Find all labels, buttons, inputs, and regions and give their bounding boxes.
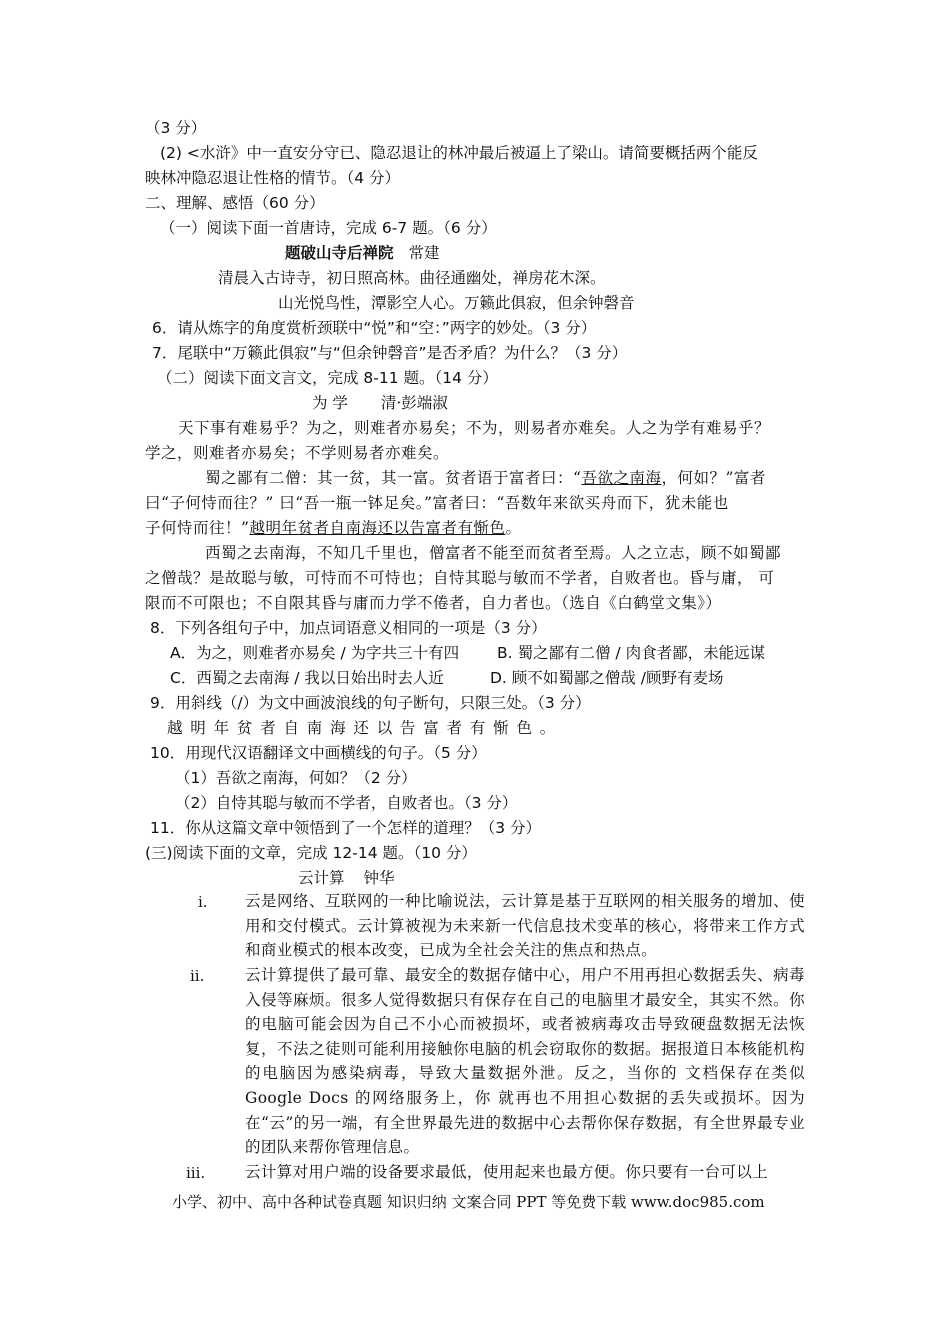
footer-note: 小学、初中、高中各种试卷真题 知识归纳 文案合同 PPT 等免费下载 www.doc985.com — [172, 1193, 765, 1211]
article-paragraph-number: iii. — [186, 1164, 206, 1182]
article-paragraph: 云计算对用户端的设备要求最低，使用起来也最方便。你只要有一台可以上 — [245, 1163, 769, 1181]
question-10-part-1: （1）吾欲之南海，何如？（2 分） — [175, 769, 417, 787]
paragraph-1-line-1: 天下事有难易乎？为之，则难者亦易矣；不为，则易者亦难矣。人之为学有难易乎？ — [178, 419, 771, 437]
option-d: D. 顾不如蜀鄙之僧哉 /顾野有麦场 — [490, 669, 724, 687]
question-10-part-2: （2）自恃其聪与敏而不学者，自败者也。（3 分） — [175, 794, 518, 812]
score-line: （3 分） — [145, 119, 207, 137]
question-2-line-2: 映林冲隐忍退让性格的情节。（4 分） — [145, 169, 401, 187]
option-b: B. 蜀之鄙有二僧 / 肉食者鄙，未能远谋 — [497, 644, 766, 662]
underlined-wavy-sentence: 越明年贫者自南海还以告富者有惭色 — [249, 519, 506, 537]
poem-line-1: 清晨入古诗寺，初日照高林。曲径通幽处，禅房花木深。 — [218, 269, 606, 287]
paragraph-2-text: ，何如？”富者 — [661, 469, 766, 487]
poem-line-2: 山光悦鸟性，潭影空人心。万籁此俱寂，但余钟磬音 — [278, 294, 635, 312]
underlined-sentence-1: 吾欲之南海 — [581, 469, 662, 487]
section-heading: 二、理解、感悟（60 分） — [145, 194, 325, 212]
paragraph-2-line-3 — [145, 518, 521, 538]
question-9-sentence: 越明年贫者自南海还以告富者有惭色。 — [167, 719, 564, 737]
question-6: 6．请从炼字的角度赏析颈联中“悦”和“空：”两字的妙处。（3 分） — [152, 319, 597, 337]
article-paragraph: 云计算提供了最可靠、最安全的数据存储中心，用户不用再担心数据丢失、病毒入侵等麻烦。很多人觉得数据只有保存在自己的电脑里才最安全，其实不然。你的电脑可能会因为自己不小心而被损坏，或者被病毒攻击导致硬盘数据无法恢复，不法之徒则可能利用接触你电脑的机会窃取你的数据。据报道日本核能机构的电脑因为感染病毒，导致大量数据外泄。反之，当你的 文档保存在类似Google Docs 的网络服务上，你 就再也不用担心数据的丢失或损坏。因为在“云”的另一端，有全世界最先进的数据中心去帮你保存数据，有全世界最专业的团队来帮你管理信息。 — [245, 966, 805, 1157]
essay-title: 为 学 — [312, 394, 348, 412]
question-11: 11．你从这篇文章中领悟到了一个怎样的道理？（3 分） — [150, 819, 542, 837]
article-paragraph: 云是网络、互联网的一种比喻说法，云计算是基于互联网的相关服务的增加、使用和交付模式。云计算被视为未来新一代信息技术变革的核心，将带来工作方式和商业模式的根本改变，已成为全社会关注的焦点和热点。 — [245, 892, 805, 960]
paragraph-2-text: 蜀之鄙有二僧：其一贫，其一富。贫者语于富者曰：“ — [205, 469, 582, 487]
question-9: 9．用斜线（/）为文中画波浪线的句子断句，只限三处。（3 分） — [150, 694, 591, 712]
question-10: 10．用现代汉语翻译文中画横线的句子。（5 分） — [150, 744, 487, 762]
poem-title: 题破山寺后禅院 — [285, 244, 394, 262]
poem-author: 常建 — [408, 244, 440, 262]
part-1-intro: （一）阅读下面一首唐诗，完成 6-7 题。（6 分） — [160, 219, 497, 237]
question-7: 7．尾联中“万籁此俱寂”与“但余钟磬音”是否矛盾？为什么？（3 分） — [152, 344, 628, 362]
essay-title-line — [312, 393, 448, 413]
article-author: 钟华 — [363, 869, 395, 887]
part-3-intro: (三)阅读下面的文章，完成 12-14 题。（10 分） — [145, 844, 477, 862]
paragraph-3-line-1: 西蜀之去南海，不知几千里也，僧富者不能至而贫者至焉。人之立志，顾不如蜀鄙 — [205, 544, 782, 562]
article-title: 云计算 — [298, 869, 345, 887]
paragraph-3-line-3: 限而不可限也；不自限其昏与庸而力学不倦者，自力者也。（选自《白鹤堂文集》） — [145, 594, 722, 612]
option-c: C．西蜀之去南海 / 我以日始出时去人近 — [170, 669, 444, 687]
paragraph-2-line-1 — [205, 468, 766, 488]
paragraph-2-line-2: 曰“子何恃而往？” 曰“吾一瓶一钵足矣。”富者曰：“吾数年来欲买舟而下，犹未能也 — [145, 494, 729, 512]
article-paragraph-number: i. — [198, 893, 208, 911]
paragraph-2-text: 子何恃而往！” — [145, 519, 250, 537]
question-2-line-1: (2) <水浒》中一直安分守已、隐忍退让的林冲最后被逼上了梁山。请简要概括两个能反 — [160, 144, 758, 162]
article-title-line — [298, 868, 394, 888]
essay-author: 清·彭端淑 — [380, 394, 448, 412]
poem-title-line — [285, 243, 439, 263]
paragraph-3-line-2: 之僧哉？是故聪与敏，可恃而不可恃也；自恃其聪与敏而不学者，自败者也。昏与庸， 可 — [145, 569, 775, 587]
paragraph-1-line-2: 学之，则难者亦易矣；不学则易者亦难矣。 — [145, 444, 450, 462]
part-2-intro: （二）阅读下面文言文，完成 8-11 题。（14 分） — [157, 369, 498, 387]
paragraph-2-text: 。 — [505, 519, 522, 537]
option-a: A．为之，则难者亦易矣 / 为字共三十有四 — [170, 644, 460, 662]
question-8: 8．下列各组句子中，加点词语意义相同的一项是（3 分） — [150, 619, 547, 637]
article-paragraph-number: ii. — [190, 967, 205, 985]
